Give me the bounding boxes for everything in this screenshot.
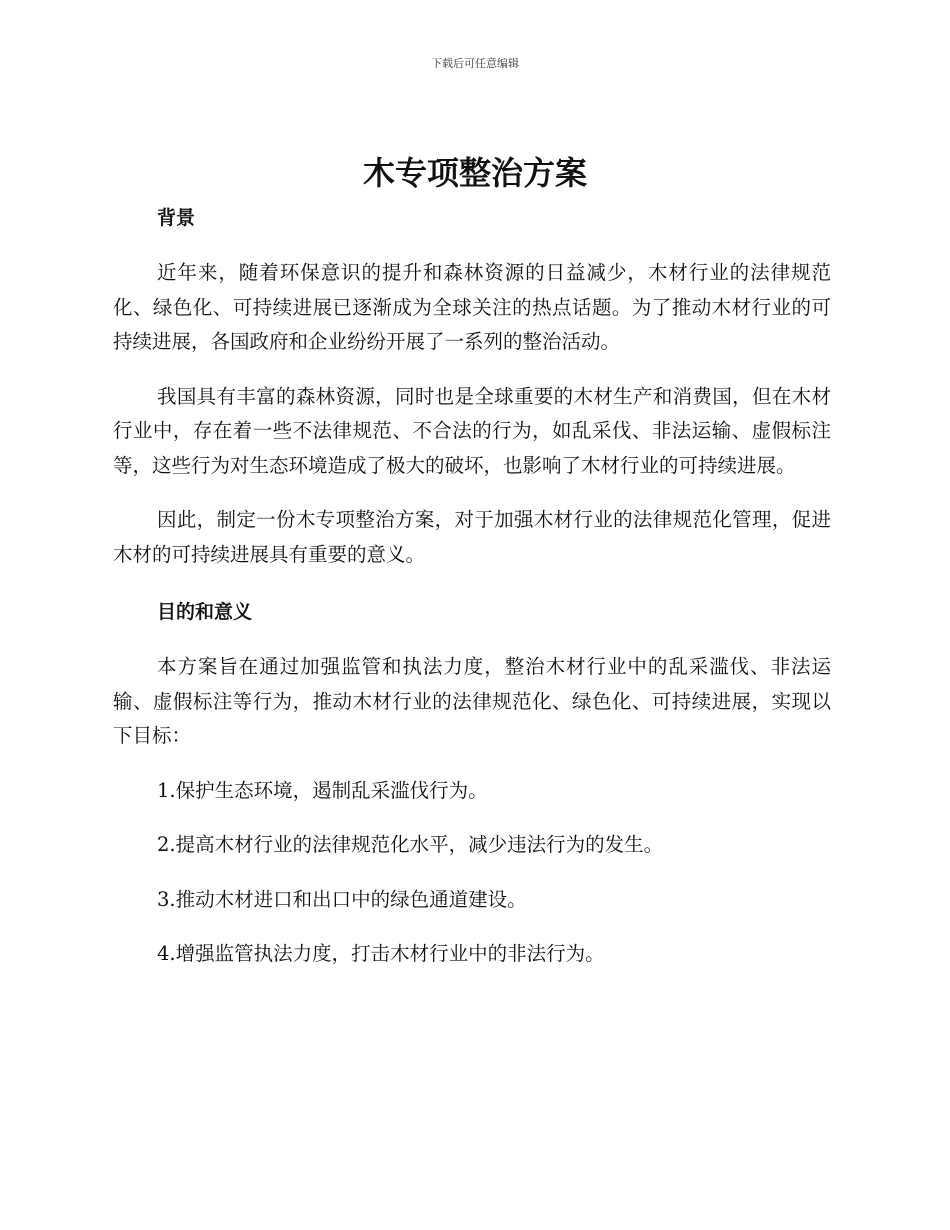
paragraph: 本方案旨在通过加强监管和执法力度，整治木材行业中的乱采滥伐、非法运输、虚假标注等行为，推动木材行业的法律规范化、绿色化、可持续进展，实现以下目标： [113, 655, 831, 747]
document-title: 木专项整治方案 [362, 154, 587, 192]
list-item: 1.保护生态环境，遏制乱采滥伐行为。 [157, 778, 488, 802]
list-item: 3.推动木材进口和出口中的绿色通道建设。 [157, 887, 527, 911]
document-body [113, 200, 831, 972]
header-note: 下载后可任意编辑 [431, 57, 519, 70]
list-item: 2.提高木材行业的法律规范化水平，减少违法行为的发生。 [157, 833, 664, 856]
paragraph: 我国具有丰富的森林资源，同时也是全球重要的木材生产和消费国，但在木材行业中，存在着一些不法律规范、不合法的行为，如乱采伐、非法运输、虚假标注等，这些行为对生态环境造成了极大的破坏，也影响了木材行业的可持续进展。 [113, 384, 831, 477]
paragraph: 因此，制定一份木专项整治方案，对于加强木材行业的法律规范化管理，促进木材的可持续进展具有重要的意义。 [113, 508, 831, 566]
section-heading-background: 背景 [157, 207, 196, 229]
list-item: 4.增强监管执法力度，打击木材行业中的非法行为。 [157, 942, 605, 965]
paragraph: 近年来，随着环保意识的提升和森林资源的日益减少，木材行业的法律规范化、绿色化、可持续进展已逐渐成为全球关注的热点话题。为了推动木材行业的可持续进展，各国政府和企业纷纷开展了一系列的整治活动。 [113, 261, 831, 353]
section-heading-purpose: 目的和意义 [157, 601, 253, 623]
